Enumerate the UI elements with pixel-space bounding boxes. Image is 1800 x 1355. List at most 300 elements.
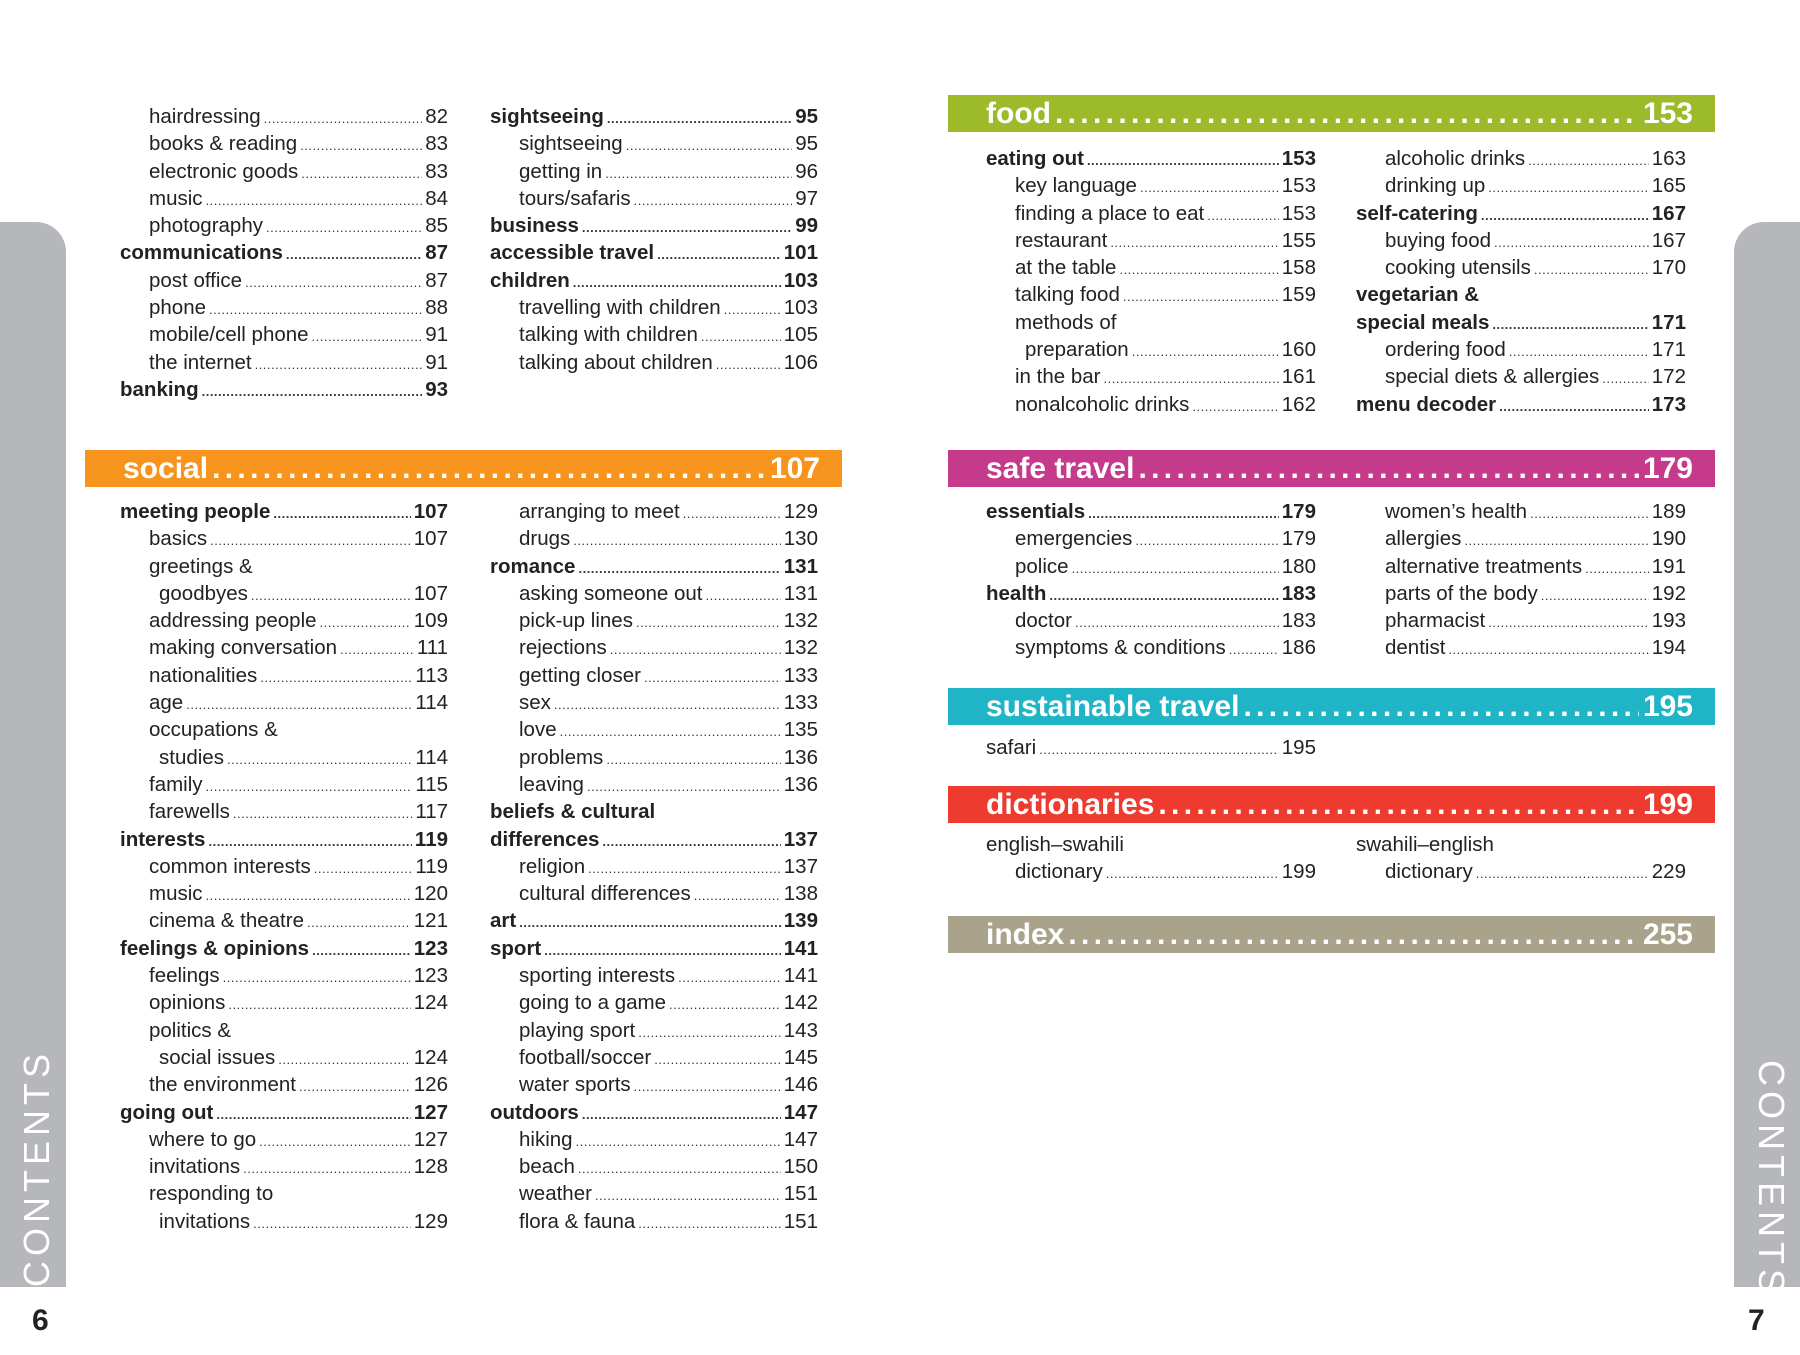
- toc-entry-page: 83: [425, 132, 448, 156]
- toc-entry-page: 119: [414, 827, 448, 851]
- toc-heading-row[interactable]: [120, 1099, 448, 1126]
- toc-column: [986, 734, 1316, 761]
- toc-entry-row[interactable]: [1356, 227, 1686, 254]
- section-title: social: [123, 451, 209, 485]
- toc-entry-row[interactable]: [120, 1126, 448, 1153]
- leader-dots: [1123, 283, 1279, 310]
- toc-entry-row[interactable]: [120, 349, 448, 376]
- toc-entry-page: 114: [415, 691, 448, 715]
- leader-dots: [259, 1128, 411, 1155]
- toc-entry-page: 165: [1651, 174, 1686, 198]
- toc-entry-text: opinions: [149, 991, 226, 1015]
- toc-column: [1356, 498, 1686, 662]
- leader-dots: [301, 160, 422, 187]
- toc-entry-page: 106: [783, 350, 818, 374]
- toc-entry-page: 183: [1281, 609, 1316, 633]
- toc-entry-row[interactable]: [1356, 336, 1686, 363]
- toc-entry-text: self-catering: [1356, 201, 1478, 225]
- toc-entry-row[interactable]: [1356, 525, 1686, 552]
- toc-entry-page: 107: [413, 500, 448, 523]
- toc-entry-row[interactable]: [490, 158, 818, 185]
- toc-heading-row[interactable]: [490, 103, 818, 130]
- section-bar-safe-travel[interactable]: [948, 450, 1715, 487]
- section-page: 107: [769, 451, 820, 485]
- toc-entry-row[interactable]: [490, 853, 818, 880]
- toc-entry-page: 173: [1651, 392, 1686, 416]
- leader-dots: [1464, 527, 1648, 554]
- toc-entry-text: doctor: [1015, 609, 1072, 633]
- toc-entry-row[interactable]: [120, 525, 448, 552]
- toc-entry-text: talking about children: [519, 350, 713, 374]
- toc-column: [490, 103, 818, 376]
- toc-entry-row[interactable]: [986, 336, 1316, 363]
- toc-entry-page: 137: [783, 854, 818, 878]
- leader-dots: [206, 882, 411, 909]
- toc-entry-page: 85: [425, 214, 448, 238]
- toc-entry-row[interactable]: [1356, 607, 1686, 634]
- leader-dots: [576, 1128, 781, 1155]
- toc-entry-text: cultural differences: [519, 882, 691, 906]
- toc-entry-row[interactable]: [986, 172, 1316, 199]
- section-page: 255: [1642, 917, 1693, 951]
- toc-entry-row[interactable]: [490, 580, 818, 607]
- toc-entry-row[interactable]: [490, 1208, 818, 1235]
- toc-entry-row[interactable]: [1356, 254, 1686, 281]
- toc-entry-text: sightseeing: [490, 105, 604, 128]
- toc-entry-text: weather: [519, 1182, 592, 1206]
- toc-entry-page: 162: [1281, 392, 1316, 416]
- toc-heading-row[interactable]: [490, 212, 818, 239]
- leader-dots: [582, 1101, 781, 1128]
- toc-entry-row[interactable]: [986, 634, 1316, 661]
- leader-dots: [1135, 527, 1278, 554]
- toc-entry-row[interactable]: [490, 1126, 818, 1153]
- toc-entry-text: religion: [519, 854, 586, 878]
- toc-entry-row[interactable]: [490, 1044, 818, 1071]
- leader-dots: [312, 937, 411, 964]
- toc-entry-row[interactable]: [490, 662, 818, 689]
- leader-dots: [644, 664, 781, 691]
- toc-entry-row[interactable]: [1356, 858, 1686, 885]
- toc-heading-row[interactable]: [1356, 200, 1686, 227]
- toc-entry-page: 87: [425, 268, 448, 292]
- toc-entry-text: drugs: [519, 527, 571, 551]
- toc-entry-text: common interests: [149, 854, 311, 878]
- leader-dots: [607, 105, 792, 132]
- toc-entry-row[interactable]: [120, 1044, 448, 1071]
- toc-heading-row[interactable]: [490, 798, 818, 825]
- toc-entry-row[interactable]: [120, 1208, 448, 1235]
- toc-entry-text: at the table: [1015, 256, 1117, 280]
- toc-entry-row[interactable]: [490, 1153, 818, 1180]
- toc-entry-page: 199: [1281, 860, 1316, 884]
- leader-dots: [1488, 174, 1648, 201]
- leader-dots: [1492, 311, 1648, 338]
- section-bar-dictionaries[interactable]: [948, 786, 1715, 823]
- toc-entry-text: interests: [120, 827, 206, 851]
- toc-entry-row[interactable]: [120, 853, 448, 880]
- toc-entry-text: sex: [519, 691, 551, 715]
- toc-entry-row[interactable]: [986, 391, 1316, 418]
- leader-dots: [1229, 636, 1279, 663]
- leader-dots: [1088, 500, 1279, 527]
- section-page: 179: [1642, 451, 1693, 485]
- toc-entry-page: 123: [413, 936, 448, 960]
- toc-entry-text: invitations: [159, 1209, 251, 1233]
- toc-entry-page: 129: [413, 1209, 448, 1233]
- toc-entry-text: the environment: [149, 1073, 297, 1097]
- toc-entry-page: 229: [1651, 860, 1686, 884]
- toc-heading-row[interactable]: [986, 145, 1316, 172]
- toc-entry-row[interactable]: [120, 321, 448, 348]
- section-page: 195: [1642, 689, 1693, 723]
- toc-entry-row[interactable]: [986, 734, 1316, 761]
- toc-entry-row[interactable]: [490, 185, 818, 212]
- toc-entry-page: 115: [415, 772, 448, 796]
- toc-entry-row[interactable]: [120, 212, 448, 239]
- toc-entry-page: 155: [1281, 228, 1316, 252]
- leader-dots: [312, 323, 423, 350]
- toc-entry-page: 93: [425, 377, 448, 401]
- leader-dots: [1534, 256, 1649, 283]
- toc-heading-row[interactable]: [490, 907, 818, 934]
- toc-entry-row[interactable]: [1356, 172, 1686, 199]
- toc-entry-text: feelings: [149, 964, 220, 988]
- toc-entry-page: 171: [1651, 338, 1686, 362]
- toc-entry-page: 135: [783, 718, 818, 742]
- toc-heading-row[interactable]: [120, 239, 448, 266]
- toc-entry-text: music: [149, 186, 203, 210]
- toc-entry-page: 141: [783, 964, 818, 988]
- toc-entry-text: getting closer: [519, 663, 641, 687]
- toc-entry-row[interactable]: [490, 880, 818, 907]
- toc-entry-row[interactable]: [120, 989, 448, 1016]
- toc-entry-row[interactable]: [120, 744, 448, 771]
- toc-entry-row[interactable]: [120, 580, 448, 607]
- toc-entry-text: preparation: [1025, 338, 1129, 362]
- section-title: food: [986, 96, 1051, 130]
- toc-entry-page: 128: [413, 1155, 448, 1179]
- leader-dots: [253, 1210, 411, 1237]
- toc-heading-row[interactable]: [490, 553, 818, 580]
- toc-entry-row[interactable]: [120, 907, 448, 934]
- toc-heading-row[interactable]: [1356, 391, 1686, 418]
- toc-entry-row[interactable]: [986, 254, 1316, 281]
- toc-entry-text: beach: [519, 1155, 575, 1179]
- toc-entry-row[interactable]: [490, 716, 818, 743]
- toc-entry-text: menu decoder: [1356, 392, 1497, 416]
- toc-entry-text: dictionary: [1385, 860, 1473, 884]
- leader-dots: [340, 636, 414, 663]
- toc-entry-page: 139: [783, 909, 818, 933]
- toc-entry-text: art: [490, 909, 517, 933]
- toc-entry-page: 153: [1281, 147, 1316, 170]
- toc-entry-page: 103: [783, 296, 818, 320]
- toc-entry-page: 180: [1281, 554, 1316, 578]
- toc-entry-row[interactable]: [120, 880, 448, 907]
- toc-heading-row[interactable]: [120, 498, 448, 525]
- toc-entry-row[interactable]: [1356, 634, 1686, 661]
- toc-entry-page: 129: [783, 500, 818, 523]
- toc-heading-row[interactable]: [986, 580, 1316, 607]
- toc-entry-row[interactable]: [1356, 145, 1686, 172]
- toc-entry-text: ordering food: [1385, 338, 1506, 362]
- leader-dots: [578, 1155, 781, 1182]
- toc-entry-row[interactable]: [120, 607, 448, 634]
- toc-entry-text: social issues: [159, 1045, 276, 1069]
- toc-heading-row[interactable]: [490, 239, 818, 266]
- leader-dots: [1132, 338, 1279, 365]
- toc-entry-page: 131: [783, 554, 818, 578]
- toc-entry-page: 147: [783, 1100, 818, 1124]
- toc-entry-row[interactable]: [986, 363, 1316, 390]
- toc-entry-row[interactable]: [1356, 498, 1686, 525]
- toc-entry-row[interactable]: [490, 321, 818, 348]
- toc-entry-page: 179: [1281, 500, 1316, 523]
- toc-heading-row[interactable]: [490, 1099, 818, 1126]
- toc-entry-page: 127: [413, 1100, 448, 1124]
- toc-entry-text: football/soccer: [519, 1045, 652, 1069]
- leader-dots: [678, 964, 781, 991]
- toc-entry-row[interactable]: [1356, 831, 1686, 858]
- leader-dots: [1068, 918, 1639, 952]
- toc-entry-page: 132: [783, 609, 818, 633]
- leader-dots: [186, 691, 412, 718]
- toc-entry-text: key language: [1015, 174, 1137, 198]
- toc-entry-row[interactable]: [120, 689, 448, 716]
- leader-dots: [1140, 174, 1279, 201]
- toc-entry-text: drinking up: [1385, 174, 1486, 198]
- toc-entry-row[interactable]: [120, 103, 448, 130]
- toc-entry-text: methods of: [1015, 310, 1117, 334]
- toc-heading-row[interactable]: [490, 935, 818, 962]
- toc-entry-text: basics: [149, 527, 208, 551]
- toc-entry-row[interactable]: [986, 858, 1316, 885]
- toc-entry-page: 150: [783, 1155, 818, 1179]
- toc-entry-text: love: [519, 718, 557, 742]
- toc-entry-text: banking: [120, 377, 199, 401]
- toc-entry-text: going to a game: [519, 991, 667, 1015]
- toc-entry-row[interactable]: [120, 771, 448, 798]
- leader-dots: [638, 1210, 781, 1237]
- page-number-right: 7: [1748, 1304, 1765, 1337]
- toc-entry-row[interactable]: [490, 744, 818, 771]
- toc-entry-row[interactable]: [120, 1153, 448, 1180]
- toc-entry-row[interactable]: [120, 798, 448, 825]
- toc-entry-page: 179: [1281, 527, 1316, 551]
- toc-heading-row[interactable]: [120, 935, 448, 962]
- toc-entry-text: politics &: [149, 1018, 232, 1042]
- toc-entry-page: 193: [1651, 609, 1686, 633]
- toc-column: [490, 498, 818, 1235]
- toc-entry-row[interactable]: [490, 349, 818, 376]
- toc-entry-row[interactable]: [490, 1071, 818, 1098]
- toc-entry-row[interactable]: [120, 716, 448, 743]
- toc-entry-row[interactable]: [986, 553, 1316, 580]
- toc-entry-page: 143: [783, 1018, 818, 1042]
- toc-entry-text: studies: [159, 745, 224, 769]
- leader-dots: [1585, 555, 1649, 582]
- toc-entry-page: 136: [783, 772, 818, 796]
- leader-dots: [1138, 452, 1639, 486]
- toc-entry-text: getting in: [519, 159, 603, 183]
- toc-entry-page: 96: [795, 159, 818, 183]
- toc-entry-row[interactable]: [120, 267, 448, 294]
- toc-entry-text: vegetarian &: [1356, 283, 1480, 307]
- toc-entry-text: music: [149, 882, 203, 906]
- toc-entry-row[interactable]: [120, 158, 448, 185]
- toc-entry-page: 117: [415, 800, 448, 824]
- toc-entry-page: 91: [425, 350, 448, 374]
- toc-entry-text: pharmacist: [1385, 609, 1486, 633]
- toc-entry-row[interactable]: [986, 831, 1316, 858]
- leader-dots: [716, 351, 781, 378]
- toc-entry-row[interactable]: [986, 309, 1316, 336]
- toc-entry-page: 190: [1651, 527, 1686, 551]
- toc-entry-text: outdoors: [490, 1100, 579, 1124]
- toc-entry-page: 99: [795, 214, 818, 238]
- toc-entry-row[interactable]: [1356, 363, 1686, 390]
- leader-dots: [1049, 582, 1278, 609]
- toc-entry-row[interactable]: [986, 525, 1316, 552]
- toc-entry-page: 192: [1651, 581, 1686, 605]
- toc-entry-text: restaurant: [1015, 228, 1108, 252]
- toc-entry-text: accessible travel: [490, 241, 655, 265]
- leader-dots: [212, 452, 766, 486]
- toc-entry-text: hiking: [519, 1127, 573, 1151]
- leader-dots: [1207, 202, 1279, 229]
- toc-entry-text: post office: [149, 268, 243, 292]
- toc-entry-text: the internet: [149, 350, 252, 374]
- toc-entry-row[interactable]: [490, 1180, 818, 1207]
- leader-dots: [554, 691, 781, 718]
- contents-side-tab-label: CONTENTS: [16, 1049, 57, 1287]
- toc-entry-text: hairdressing: [149, 105, 261, 128]
- toc-entry-row[interactable]: [986, 281, 1316, 308]
- toc-entry-page: 107: [413, 581, 448, 605]
- toc-entry-page: 124: [413, 1045, 448, 1069]
- contents-side-tab-left: [0, 222, 66, 1287]
- toc-entry-row[interactable]: [120, 294, 448, 321]
- leader-dots: [209, 296, 422, 323]
- toc-entry-row[interactable]: [986, 227, 1316, 254]
- toc-column: [120, 103, 448, 403]
- toc-entry-row[interactable]: [490, 634, 818, 661]
- leader-dots: [701, 323, 781, 350]
- section-bar-sustainable-travel[interactable]: [948, 688, 1715, 725]
- toc-entry-text: romance: [490, 554, 576, 578]
- toc-entry-text: finding a place to eat: [1015, 201, 1205, 225]
- toc-entry-page: 120: [413, 882, 448, 906]
- toc-entry-row[interactable]: [120, 130, 448, 157]
- toc-heading-row[interactable]: [120, 826, 448, 853]
- toc-entry-text: going out: [120, 1100, 214, 1124]
- toc-entry-page: 132: [783, 636, 818, 660]
- toc-entry-row[interactable]: [490, 525, 818, 552]
- toc-heading-row[interactable]: [1356, 309, 1686, 336]
- leader-dots: [210, 527, 411, 554]
- toc-entry-row[interactable]: [120, 1017, 448, 1044]
- toc-entry-row[interactable]: [120, 1071, 448, 1098]
- toc-entry-row[interactable]: [120, 185, 448, 212]
- toc-entry-row[interactable]: [490, 989, 818, 1016]
- toc-entry-row[interactable]: [986, 607, 1316, 634]
- toc-entry-text: communications: [120, 241, 283, 265]
- section-title: safe travel: [986, 451, 1135, 485]
- toc-entry-row[interactable]: [490, 962, 818, 989]
- toc-entry-row[interactable]: [490, 607, 818, 634]
- toc-heading-row[interactable]: [120, 376, 448, 403]
- section-bar-social[interactable]: [85, 450, 842, 487]
- leader-dots: [245, 269, 422, 296]
- toc-entry-page: 124: [413, 991, 448, 1015]
- toc-entry-row[interactable]: [490, 130, 818, 157]
- toc-heading-row[interactable]: [1356, 281, 1686, 308]
- toc-heading-row[interactable]: [986, 498, 1316, 525]
- toc-entry-text: dictionary: [1015, 860, 1103, 884]
- toc-heading-row[interactable]: [490, 267, 818, 294]
- leader-dots: [223, 964, 411, 991]
- toc-entry-row[interactable]: [120, 634, 448, 661]
- leader-dots: [1119, 256, 1278, 283]
- leader-dots: [227, 746, 412, 773]
- toc-entry-page: 82: [425, 105, 448, 128]
- leader-dots: [1494, 229, 1649, 256]
- toc-entry-row[interactable]: [490, 771, 818, 798]
- toc-entry-text: alternative treatments: [1385, 554, 1583, 578]
- toc-column: [120, 498, 448, 1235]
- toc-entry-text: greetings &: [149, 554, 253, 578]
- toc-entry-text: sporting interests: [519, 964, 676, 988]
- toc-entry-row[interactable]: [490, 689, 818, 716]
- section-bar-food[interactable]: [948, 95, 1715, 132]
- toc-entry-text: electronic goods: [149, 159, 299, 183]
- toc-entry-text: books & reading: [149, 132, 298, 156]
- toc-entry-text: special meals: [1356, 310, 1490, 334]
- toc-entry-row[interactable]: [986, 200, 1316, 227]
- toc-entry-text: beliefs & cultural: [490, 800, 656, 824]
- toc-entry-row[interactable]: [490, 498, 818, 525]
- toc-entry-row[interactable]: [120, 962, 448, 989]
- toc-entry-page: 194: [1651, 636, 1686, 660]
- toc-entry-row[interactable]: [120, 1180, 448, 1207]
- toc-entry-row[interactable]: [1356, 553, 1686, 580]
- toc-entry-text: safari: [986, 736, 1037, 759]
- leader-dots: [278, 1046, 411, 1073]
- section-bar-index[interactable]: [948, 916, 1715, 953]
- toc-entry-row[interactable]: [490, 294, 818, 321]
- toc-entry-page: 160: [1281, 338, 1316, 362]
- toc-entry-row[interactable]: [1356, 580, 1686, 607]
- toc-entry-page: 189: [1651, 500, 1686, 523]
- toc-entry-row[interactable]: [120, 662, 448, 689]
- toc-entry-text: meeting people: [120, 500, 271, 523]
- leader-dots: [307, 909, 411, 936]
- toc-entry-text: sightseeing: [519, 132, 623, 156]
- toc-entry-page: 167: [1651, 201, 1686, 225]
- toc-entry-row[interactable]: [490, 1017, 818, 1044]
- leader-dots: [634, 187, 793, 214]
- leader-dots: [1448, 636, 1648, 663]
- leader-dots: [1106, 860, 1279, 887]
- toc-entry-text: mobile/cell phone: [149, 323, 309, 347]
- toc-entry-text: asking someone out: [519, 581, 703, 605]
- toc-column: [986, 498, 1316, 662]
- toc-heading-row[interactable]: [490, 826, 818, 853]
- leader-dots: [602, 828, 780, 855]
- toc-entry-text: pick-up lines: [519, 609, 633, 633]
- toc-entry-row[interactable]: [120, 553, 448, 580]
